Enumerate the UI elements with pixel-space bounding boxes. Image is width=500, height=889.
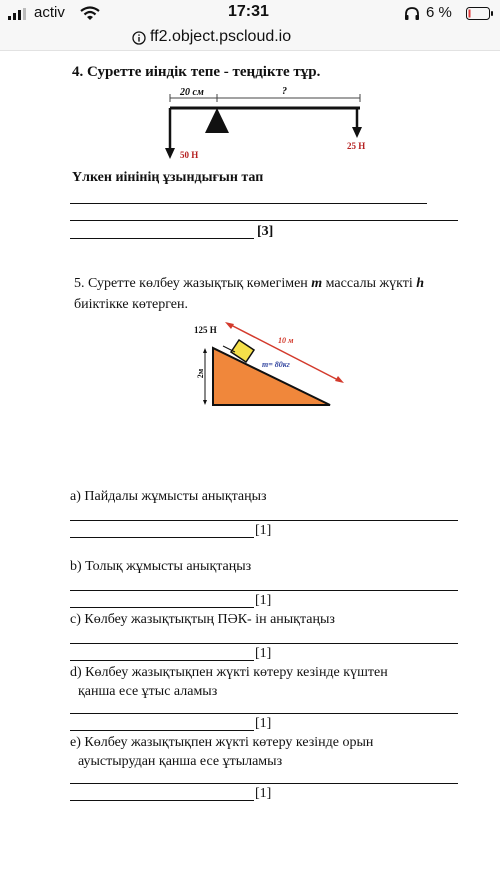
question-5e: e) Көлбеу жазықтықпен жүкті көтеру кезінде орын ауыстырудан қанша есе ұтыламыз <box>70 735 374 769</box>
right-force-label: 25 Н <box>347 141 366 151</box>
url-text[interactable]: ff2.object.pscloud.io <box>150 28 292 45</box>
answer-line <box>70 203 427 204</box>
address-bar[interactable] <box>0 26 500 51</box>
left-force-label: 50 Н <box>180 150 199 160</box>
answer-line <box>70 730 254 731</box>
answer-line <box>70 643 458 644</box>
question-4-title: 4. Суретте иіндік тепе - теңдікте тұр. <box>72 64 321 80</box>
question-5a: a) Пайдалы жұмысты анықтаңыз <box>70 489 267 504</box>
battery-percent: 6 % <box>426 4 452 21</box>
answer-line <box>70 590 458 591</box>
signal-icon <box>8 8 30 20</box>
answer-line <box>70 713 458 714</box>
carrier-name: activ <box>34 4 65 21</box>
force-label: 125 Н <box>194 325 217 335</box>
question-5d: d) Көлбеу жазықтықпен жүкті көтеру кезінде күштен қанша есе ұтыс аламыз <box>70 665 388 699</box>
right-length-label: ? <box>282 86 287 97</box>
mark-c: [1] <box>255 646 272 661</box>
height-label: 2м <box>196 368 206 379</box>
wifi-icon <box>80 6 100 21</box>
answer-line <box>70 660 254 661</box>
answer-line <box>70 238 254 239</box>
mass-label: m= 80кг <box>262 360 290 369</box>
info-icon <box>132 31 146 45</box>
question-5-text: 5. Суретте көлбеу жазықтық көмегімен m массалы жүкті h биіктікке көтерген. <box>74 276 425 312</box>
answer-line <box>70 537 254 538</box>
answer-line <box>70 607 254 608</box>
mark-b: [1] <box>255 593 272 608</box>
question-4-prompt: Үлкен иінінің ұзындығын тап <box>72 170 264 185</box>
answer-line <box>70 783 458 784</box>
fulcrum <box>205 108 229 133</box>
incline-plane <box>213 348 330 405</box>
question-5b: b) Толық жұмысты анықтаңыз <box>70 559 252 574</box>
left-length-label: 20 см <box>180 87 204 98</box>
headphones-icon <box>404 7 420 21</box>
answer-line <box>70 800 254 801</box>
answer-line <box>70 220 458 221</box>
clock-time: 17:31 <box>228 3 269 20</box>
question-4-mark: [3] <box>257 224 274 239</box>
right-force-arrow <box>352 127 362 138</box>
mark-d: [1] <box>255 716 272 731</box>
question-5c: c) Көлбеу жазықтықтың ПӘК- ін анықтаңыз <box>70 612 335 627</box>
mark-e: [1] <box>255 786 272 801</box>
length-label: 10 м <box>278 336 294 345</box>
mark-a: [1] <box>255 523 272 538</box>
battery-icon <box>466 7 494 20</box>
left-force-arrow <box>165 148 175 159</box>
status-bar <box>0 0 500 26</box>
answer-line <box>70 520 458 521</box>
